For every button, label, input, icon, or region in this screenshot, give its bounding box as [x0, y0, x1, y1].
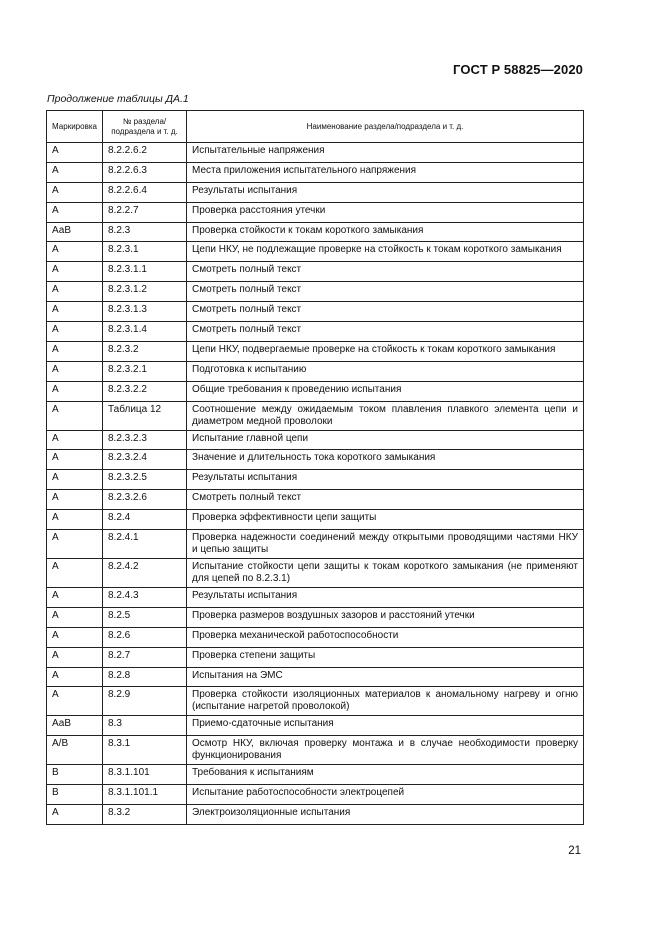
cell-name: Результаты испытания: [187, 470, 584, 490]
cell-section: 8.2.4: [103, 510, 187, 530]
cell-section: 8.2.2.6.2: [103, 143, 187, 163]
cell-mark: А: [47, 470, 103, 490]
cell-section: 8.2.2.6.3: [103, 162, 187, 182]
cell-section: 8.2.5: [103, 607, 187, 627]
cell-section: 8.3.1.101: [103, 765, 187, 785]
cell-name: Требования к испытаниям: [187, 765, 584, 785]
table-row: [47, 430, 584, 450]
cell-mark: А: [47, 687, 103, 716]
cell-section: 8.2.8: [103, 667, 187, 687]
cell-section: 8.2.3.2.1: [103, 361, 187, 381]
cell-name: Проверка степени защиты: [187, 647, 584, 667]
table-row: [47, 450, 584, 470]
table-row: [47, 282, 584, 302]
table-row: [47, 381, 584, 401]
table-row: [47, 588, 584, 608]
column-header-section: № раздела/ подраздела и т. д.: [103, 111, 187, 143]
table-row: [47, 222, 584, 242]
cell-mark: А: [47, 322, 103, 342]
table-row: [47, 716, 584, 736]
table-row: [47, 687, 584, 716]
cell-name: Результаты испытания: [187, 182, 584, 202]
cell-section: 8.2.3: [103, 222, 187, 242]
cell-name: Смотреть полный текст: [187, 322, 584, 342]
cell-name: Цепи НКУ, подвергаемые проверке на стойкость к токам короткого замыкания: [187, 341, 584, 361]
table-row: [47, 627, 584, 647]
cell-name: Цепи НКУ, не подлежащие проверке на стойкость к токам короткого замыкания: [187, 242, 584, 262]
cell-mark: А: [47, 510, 103, 530]
cell-mark: А: [47, 559, 103, 588]
table-row: [47, 785, 584, 805]
cell-mark: В: [47, 785, 103, 805]
table-row: [47, 341, 584, 361]
cell-section: 8.3.1: [103, 736, 187, 765]
cell-name: Осмотр НКУ, включая проверку монтажа и в случае необходимости проверку функционирования: [187, 736, 584, 765]
cell-mark: А: [47, 341, 103, 361]
cell-mark: А: [47, 401, 103, 430]
cell-mark: А: [47, 805, 103, 825]
table-row: [47, 242, 584, 262]
table-row: [47, 530, 584, 559]
cell-name: Результаты испытания: [187, 588, 584, 608]
cell-name: Смотреть полный текст: [187, 490, 584, 510]
cell-mark: А: [47, 450, 103, 470]
cell-mark: А: [47, 430, 103, 450]
table-row: [47, 262, 584, 282]
cell-mark: А: [47, 182, 103, 202]
cell-mark: А: [47, 242, 103, 262]
cell-name: Приемо-сдаточные испытания: [187, 716, 584, 736]
cell-section: 8.2.6: [103, 627, 187, 647]
cell-section: 8.2.3.2.4: [103, 450, 187, 470]
table-row: [47, 182, 584, 202]
cell-section: 8.2.4.2: [103, 559, 187, 588]
cell-name: Общие требования к проведению испытания: [187, 381, 584, 401]
cell-mark: А: [47, 282, 103, 302]
table-body: [47, 143, 584, 825]
cell-section: 8.2.9: [103, 687, 187, 716]
cell-section: 8.2.4.3: [103, 588, 187, 608]
cell-mark: А: [47, 588, 103, 608]
cell-mark: А: [47, 162, 103, 182]
table-caption: Продолжение таблицы ДА.1: [47, 93, 189, 105]
cell-name: Испытательные напряжения: [187, 143, 584, 163]
cell-name: Проверка эффективности цепи защиты: [187, 510, 584, 530]
cell-section: 8.2.3.2.2: [103, 381, 187, 401]
cell-mark: АаВ: [47, 716, 103, 736]
table-row: [47, 162, 584, 182]
cell-name: Электроизоляционные испытания: [187, 805, 584, 825]
cell-section: 8.2.7: [103, 647, 187, 667]
table-row: [47, 490, 584, 510]
table-row: [47, 765, 584, 785]
cell-section: 8.2.3.1.2: [103, 282, 187, 302]
table-row: [47, 607, 584, 627]
cell-name: Значение и длительность тока короткого замыкания: [187, 450, 584, 470]
cell-mark: А: [47, 490, 103, 510]
cell-name: Проверка стойкости к токам короткого замыкания: [187, 222, 584, 242]
data-table: [46, 110, 584, 825]
table-row: [47, 143, 584, 163]
column-header-name: Наименование раздела/подраздела и т. д.: [187, 111, 584, 143]
cell-name: Испытание работоспособности электроцепей: [187, 785, 584, 805]
cell-section: 8.2.3.2.5: [103, 470, 187, 490]
cell-name: Испытание главной цепи: [187, 430, 584, 450]
table-row: [47, 322, 584, 342]
cell-name: Проверка расстояния утечки: [187, 202, 584, 222]
cell-mark: А: [47, 607, 103, 627]
table-row: [47, 805, 584, 825]
cell-name: Проверка размеров воздушных зазоров и расстояний утечки: [187, 607, 584, 627]
cell-mark: А: [47, 627, 103, 647]
table-row: [47, 736, 584, 765]
cell-section: 8.2.3.2.6: [103, 490, 187, 510]
cell-name: Смотреть полный текст: [187, 262, 584, 282]
cell-name: Испытания на ЭМС: [187, 667, 584, 687]
table-row: [47, 202, 584, 222]
table-row: [47, 647, 584, 667]
cell-section: 8.2.3.1.3: [103, 302, 187, 322]
cell-section: Таблица 12: [103, 401, 187, 430]
cell-name: Места приложения испытательного напряжения: [187, 162, 584, 182]
page-number: 21: [568, 845, 581, 857]
cell-mark: А: [47, 302, 103, 322]
table-header-row: [47, 111, 584, 143]
cell-section: 8.2.3.2: [103, 341, 187, 361]
cell-mark: А: [47, 262, 103, 282]
cell-section: 8.3.2: [103, 805, 187, 825]
cell-name: Соотношение между ожидаемым током плавления плавкого элемента цепи и диаметром медной проволоки: [187, 401, 584, 430]
table-row: [47, 361, 584, 381]
table-row: [47, 470, 584, 490]
cell-section: 8.2.2.7: [103, 202, 187, 222]
cell-name: Смотреть полный текст: [187, 302, 584, 322]
cell-mark: А: [47, 647, 103, 667]
column-header-mark: Маркировка: [47, 111, 103, 143]
cell-section: 8.2.3.1: [103, 242, 187, 262]
cell-name: Подготовка к испытанию: [187, 361, 584, 381]
cell-section: 8.2.4.1: [103, 530, 187, 559]
cell-mark: А: [47, 667, 103, 687]
cell-section: 8.2.3.2.3: [103, 430, 187, 450]
cell-mark: А/В: [47, 736, 103, 765]
document-header: ГОСТ Р 58825—2020: [453, 62, 583, 77]
cell-name: Проверка механической работоспособности: [187, 627, 584, 647]
cell-section: 8.2.2.6.4: [103, 182, 187, 202]
cell-section: 8.3: [103, 716, 187, 736]
cell-mark: А: [47, 381, 103, 401]
cell-section: 8.3.1.101.1: [103, 785, 187, 805]
cell-name: Испытание стойкости цепи защиты к токам короткого замыкания (не применяют для цепей по 8.2.3.1): [187, 559, 584, 588]
cell-section: 8.2.3.1.1: [103, 262, 187, 282]
cell-mark: А: [47, 143, 103, 163]
cell-mark: АаВ: [47, 222, 103, 242]
table-row: [47, 510, 584, 530]
cell-mark: А: [47, 202, 103, 222]
table-row: [47, 559, 584, 588]
cell-name: Проверка надежности соединений между открытыми проводящими частями НКУ и цепью защиты: [187, 530, 584, 559]
cell-name: Проверка стойкости изоляционных материалов к аномальному нагреву и огню (испытание нагретой проволокой): [187, 687, 584, 716]
table-row: [47, 302, 584, 322]
cell-mark: А: [47, 530, 103, 559]
cell-mark: В: [47, 765, 103, 785]
cell-name: Смотреть полный текст: [187, 282, 584, 302]
cell-section: 8.2.3.1.4: [103, 322, 187, 342]
cell-mark: А: [47, 361, 103, 381]
table-row: [47, 667, 584, 687]
table-row: [47, 401, 584, 430]
